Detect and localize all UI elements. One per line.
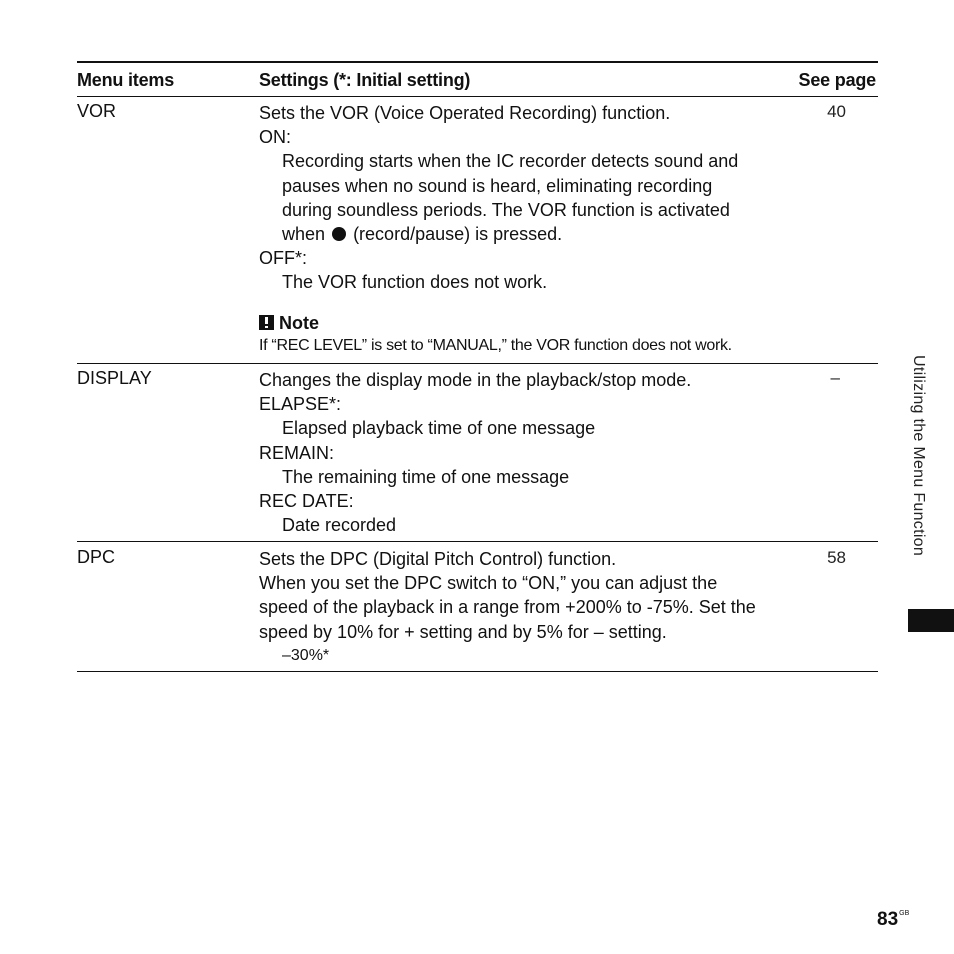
page-number xyxy=(877,909,909,931)
dpc-line-2: speed of the playback in a range from +200% to -75%. Set the xyxy=(259,597,756,618)
dpc-default: –30%* xyxy=(282,646,330,664)
header-see-page: See page xyxy=(798,70,876,90)
display-opt2-desc: The remaining time of one message xyxy=(282,466,570,487)
vor-off-desc: The VOR function does not work. xyxy=(282,272,548,293)
row-item-dpc: DPC xyxy=(77,547,116,567)
vor-on-last-pre: when xyxy=(282,224,326,245)
row-item-display: DISPLAY xyxy=(77,368,152,388)
note-heading xyxy=(259,311,819,335)
header-menu-items: Menu items xyxy=(77,70,175,90)
table-row-dpc xyxy=(77,542,878,672)
row-page-dpc: 58 xyxy=(827,548,846,567)
row-settings-display xyxy=(259,364,819,537)
side-section-label xyxy=(903,355,927,600)
table-row-display xyxy=(77,364,878,542)
display-opt1-label: ELAPSE*: xyxy=(259,394,342,415)
row-page-display: – xyxy=(830,368,840,387)
menu-table xyxy=(77,61,878,672)
note-icon xyxy=(259,315,274,330)
row-item-vor: VOR xyxy=(77,101,117,121)
row-settings-dpc xyxy=(259,542,819,668)
table-header xyxy=(77,63,878,97)
display-opt2-label: REMAIN: xyxy=(259,442,335,463)
note-text: If “REC LEVEL” is set to “MANUAL,” the VOR function does not work. xyxy=(259,336,732,354)
vor-on-line-4 xyxy=(259,222,819,246)
vor-on-line-1: Recording starts when the IC recorder detects sound and xyxy=(282,151,739,172)
row-settings-vor xyxy=(259,97,819,357)
display-opt3-desc: Date recorded xyxy=(282,515,397,536)
dpc-line-3: speed by 10% for + setting and by 5% for – setting. xyxy=(259,621,667,642)
note-title: Note xyxy=(279,312,319,333)
display-opt3-label: REC DATE: xyxy=(259,491,354,512)
dpc-title: Sets the DPC (Digital Pitch Control) function. xyxy=(259,549,617,569)
vor-on-line-3: during soundless periods. The VOR function is activated xyxy=(282,199,730,220)
page-number-suffix: GB xyxy=(899,910,910,917)
dpc-line-1: When you set the DPC switch to “ON,” you can adjust the xyxy=(259,573,718,594)
row-page-vor: 40 xyxy=(827,102,846,121)
display-title: Changes the display mode in the playback/stop mode. xyxy=(259,370,692,390)
side-label-text: Utilizing the Menu Function xyxy=(910,355,927,557)
vor-off-label: OFF*: xyxy=(259,248,307,269)
display-opt1-desc: Elapsed playback time of one message xyxy=(282,418,596,439)
vor-title: Sets the VOR (Voice Operated Recording) function. xyxy=(259,103,671,123)
table-row-vor xyxy=(77,97,878,364)
record-dot-icon xyxy=(332,227,346,241)
vor-on-last-post: (record/pause) is pressed. xyxy=(353,224,563,245)
page-number-value: 83 xyxy=(877,909,899,930)
section-tab-marker xyxy=(908,609,954,632)
vor-on-label: ON: xyxy=(259,127,292,148)
header-settings: Settings (*: Initial setting) xyxy=(259,70,471,90)
vor-on-line-2: pauses when no sound is heard, eliminating recording xyxy=(282,175,713,196)
